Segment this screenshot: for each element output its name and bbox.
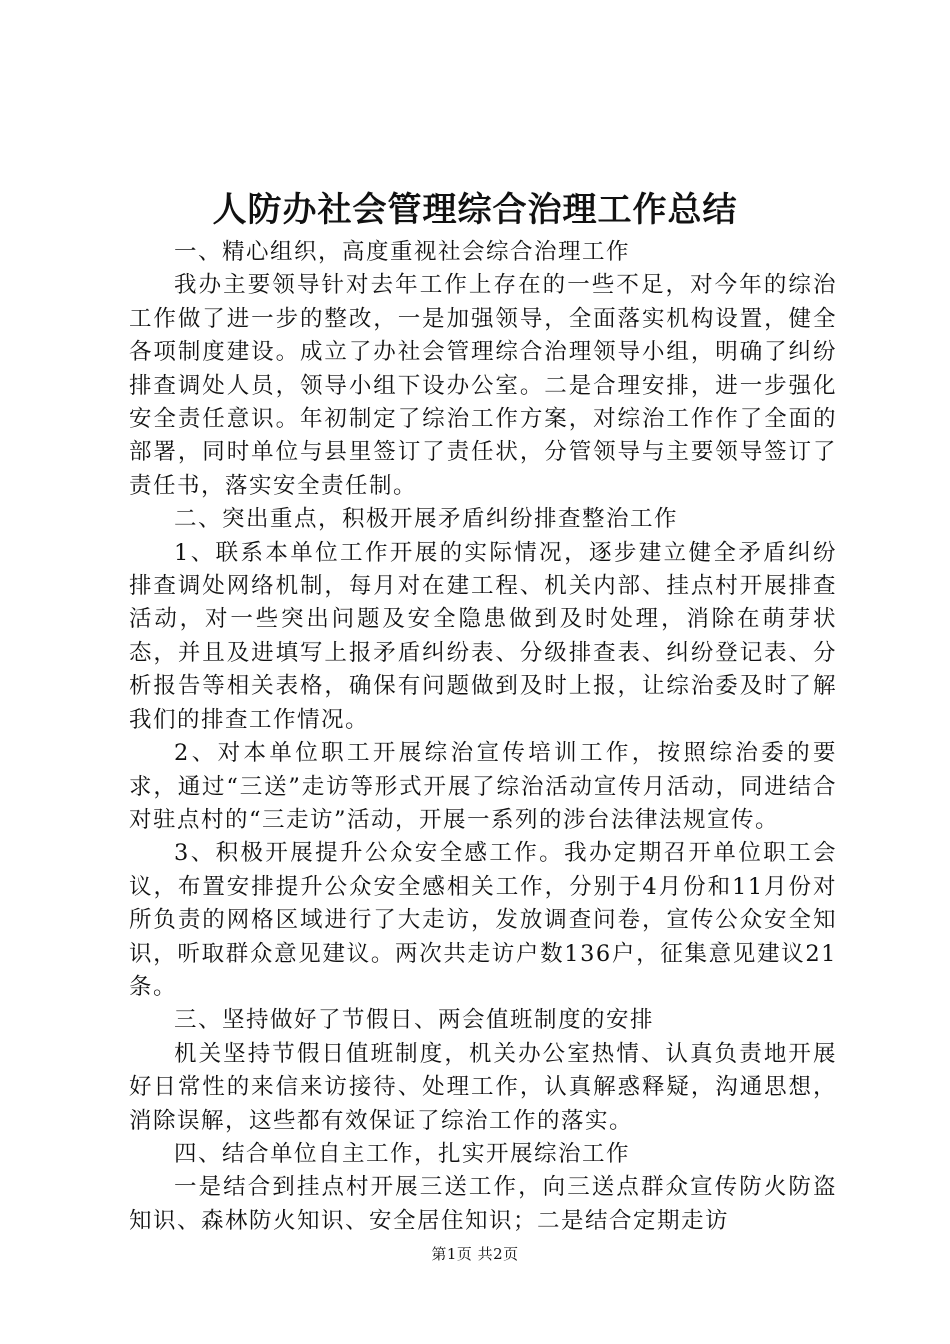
page-number-footer: 第1页 共2页 — [431, 1245, 519, 1263]
paragraph-3: 机关坚持节假日值班制度，机关办公室热情、认真负责地开展好日常性的来信来访接待、处理工作，认真解惑释疑，沟通思想，消除误解，这些都有效保证了综治工作的落实。 — [129, 1040, 837, 1134]
paragraph-4: 一是结合到挂点村开展三送工作，向三送点群众宣传防火防盗知识、森林防火知识、安全居住知识；二是结合定期走访 — [129, 1174, 837, 1234]
section-heading-3: 三、坚持做好了节假日、两会值班制度的安排 — [174, 1007, 655, 1034]
document-title: 人防办社会管理综合治理工作总结 — [212, 190, 738, 230]
paragraph-2-item-2: 2、对本单位职工开展综治宣传培训工作，按照综治委的要求，通过“三送”走访等形式开展了综治活动宣传月活动，同进结合对驻点村的“三走访”活动，开展一系列的涉台法律法规宣传。 — [129, 740, 837, 833]
paragraph-2-item-1: 1、联系本单位工作开展的实际情况，逐步建立健全矛盾纠纷排查调处网络机制，每月对在建工程、机关内部、挂点村开展排查活动，对一些突出问题及安全隐患做到及时处理，消除在萌芽状态，并且及进填写上报矛盾纠纷表、分级排查表、纠纷登记表、分析报告等相关表格，确保有问题做到及时上报，让综治委及时了解我们的排查工作情况。 — [129, 539, 837, 733]
paragraph-2-item-3: 3、积极开展提升公众安全感工作。我办定期召开单位职工会议，布置安排提升公众安全感相关工作，分别于4月份和11月份对所负责的网格区域进行了大走访，发放调查问卷，宣传公众安全知识，听取群众意见建议。两次共走访户数136户，征集意见建议21条。 — [129, 840, 837, 1000]
document-body — [129, 236, 837, 1238]
section-heading-1: 一、精心组织，高度重视社会综合治理工作 — [174, 239, 631, 265]
section-heading-2: 二、突出重点，积极开展矛盾纠纷排查整治工作 — [174, 506, 679, 533]
section-heading-4: 四、结合单位自主工作，扎实开展综治工作 — [174, 1140, 631, 1167]
paragraph-1: 我办主要领导针对去年工作上存在的一些不足，对今年的综治工作做了进一步的整改，一是加强领导，全面落实机构设置，健全各项制度建设。成立了办社会管理综合治理领导小组，明确了纠纷排查调处人员，领导小组下设办公室。二是合理安排，进一步强化安全责任意识。年初制定了综治工作方案，对综治工作作了全面的部署，同时单位与县里签订了责任状，分管领导与主要领导签订了责任书，落实安全责任制。 — [129, 272, 837, 499]
